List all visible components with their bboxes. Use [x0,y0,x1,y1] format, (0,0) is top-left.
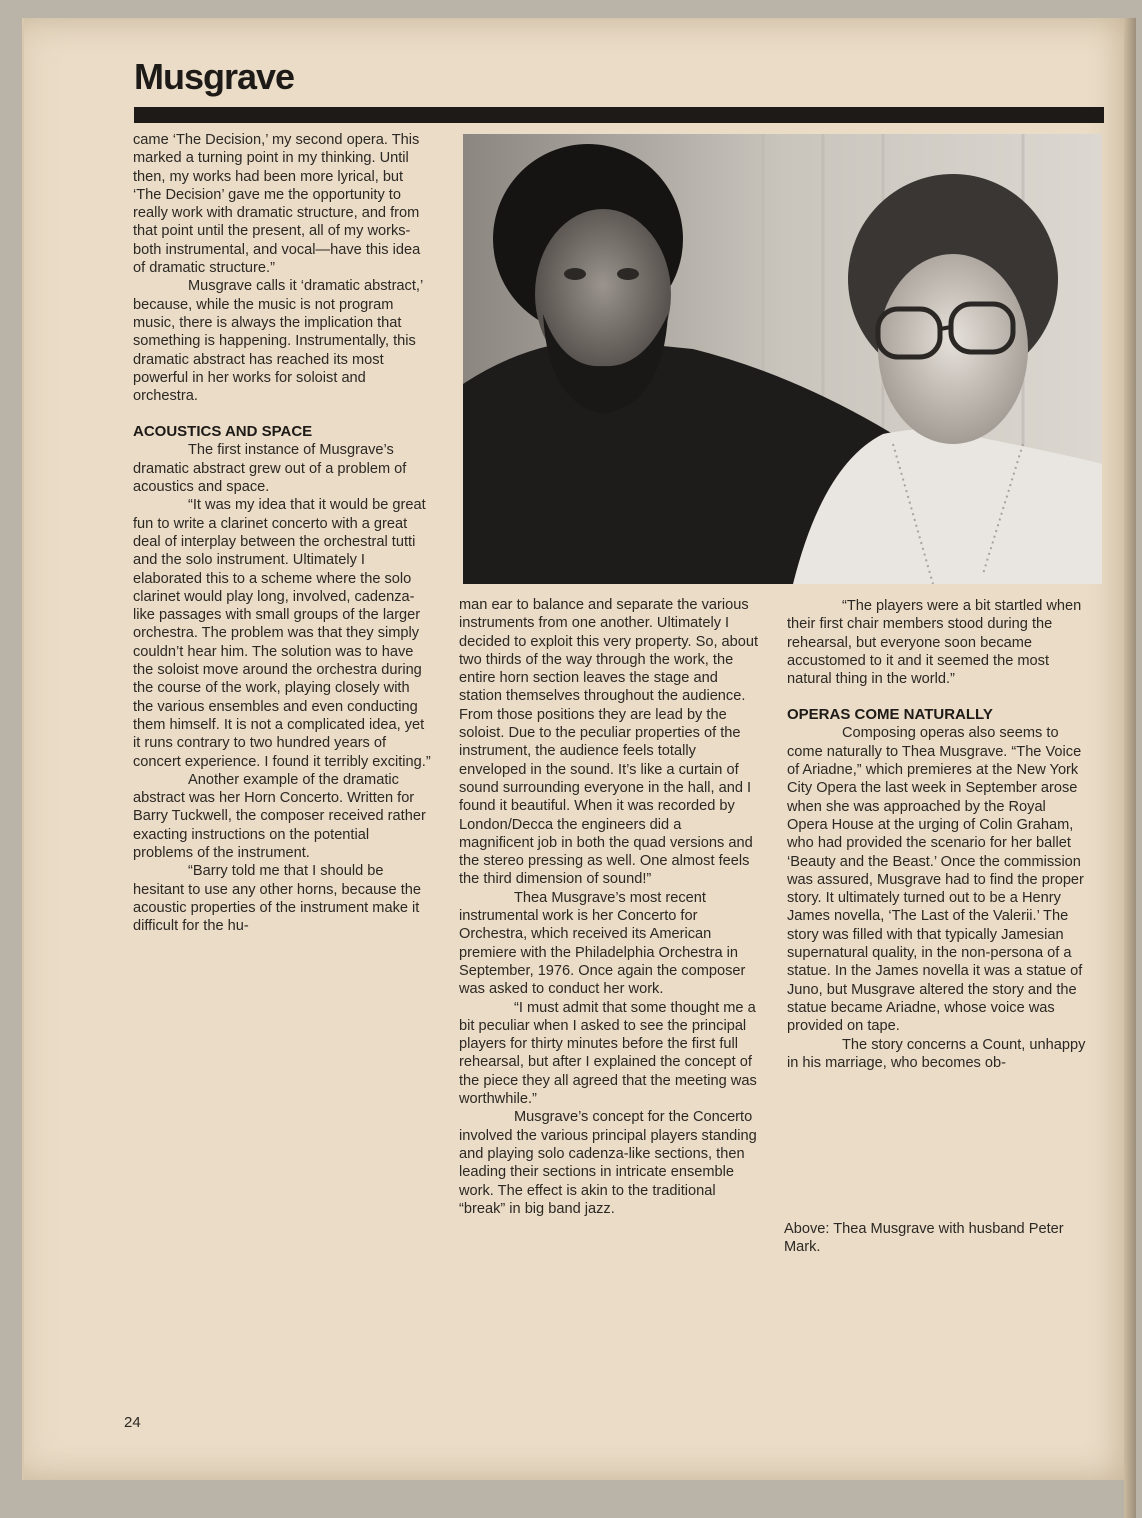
page-edge-shadow [1124,18,1136,1518]
paragraph: Musgrave calls it ‘dramatic abstract,’ because, while the music is not program music, there is always the implication that something is happening. Instrumentally, this dramatic abstract has reached its most powerful in her works for soloist and orchestra. [133,278,423,405]
photo [463,134,1102,584]
photo-caption: Above: Thea Musgrave with husband Peter Mark. [784,1221,1064,1256]
paragraph: man ear to balance and separate the various instruments from one another. Ultimately I decided to exploit this very property. So, about two thirds of the way through the work, the entire horn section leaves the stage and station themselves throughout the audience. From those positions they are lead by the soloist. Due to the peculiar properties of the instrument, the audience feels totally enveloped in the sound. It’s like a curtain of sound surrounding everyone in the hall, and I found it beautiful. When it was recorded by London/Decca the engineers did a magnificent job in both the quad versions and the stereo pressing as well. One almost feels the third dimension of sound!” [459,597,759,888]
paragraph: “It was my idea that it would be great fun to write a clarinet concerto with a great deal of interplay between the orchestral tutti and the solo instrument. Ultimately I elaborated this to a scheme where the solo clarinet would play long, involved, cadenza-like passages with small groups of the larger orchestra. The problem was that they simply couldn’t hear him. The solution was to have the soloist move around the orchestra during the course of the work, playing closely with the various ensembles and even conducting them himself. It is not a complicated idea, yet it runs contrary to two hundred years of concert experience. I found it terribly exciting.” [133,497,431,770]
column-3 [787,597,1087,1072]
paragraph: The first instance of Musgrave’s dramatic abstract grew out of a problem of acoustics and space. [133,442,407,496]
section-heading: OPERAS COME NATURALLY [787,706,993,724]
column-2 [459,596,759,1218]
column-1 [133,131,433,935]
paragraph: The story concerns a Count, unhappy in his marriage, who becomes ob- [787,1036,1086,1071]
article-title: Musgrave [134,56,295,97]
paragraph: “Barry told me that I should be hesitant to use any other horns, because the acoustic properties of the instrument make it difficult for the hu- [133,863,422,935]
title-rule [134,107,1104,123]
paragraph: came ‘The Decision,’ my second opera. This marked a turning point in my thinking. Until then, my works had been more lyrical, but ‘The Decision’ gave me the opportunity to really work with dramatic structure, and from that point until the present, all of my works-both instrumental, and vocal—have this idea of dramatic structure.” [133,132,421,277]
paragraph: Thea Musgrave’s most recent instrumental work is her Concerto for Orchestra, which received its American premiere with the Philadelphia Orchestra in September, 1976. Once again the composer was asked to conduct her work. [459,889,746,998]
photo-icon [463,134,1102,584]
paragraph: “I must admit that some thought me a bit peculiar when I asked to see the principal players for thirty minutes before the first full rehearsal, but after I explained the concept of the piece they all agreed that the meeting was worthwhile.” [459,999,757,1108]
paragraph: Musgrave’s concept for the Concerto involved the various principal players standing and playing solo cadenza-like sections, then leading their sections in intricate ensemble work. The effect is akin to the traditional “break” in big band jazz. [459,1109,757,1217]
paragraph: “The players were a bit startled when their first chair members stood during the rehearsal, but everyone soon became accustomed to it and it seemed the most natural thing in the world.” [787,598,1082,688]
paragraph: Another example of the dramatic abstract was her Horn Concerto. Written for Barry Tuckwell, the composer received rather exacting instructions on the potential problems of the instrument. [133,771,426,861]
section-heading: ACOUSTICS AND SPACE [133,423,313,441]
paragraph: Composing operas also seems to come naturally to Thea Musgrave. “The Voice of Ariadne,” which premieres at the New York City Opera the last week in September arose when she was approached by the Royal Opera House at the urging of Colin Graham, who had provided the scenario for her ballet ‘Beauty and the Beast.’ Once the commission was assured, Musgrave had to find the proper story. It ultimately turned out to be a Henry James novella, ‘The Last of the Valerii.’ The story was filled with that typically Jamesian supernatural quality, in the non-persona of a statue. In the James novella it was a statue of Juno, but Musgrave altered the story and the statue became Ariadne, whose voice was provided on tape. [787,725,1084,1035]
page-number: 24 [124,1414,141,1431]
